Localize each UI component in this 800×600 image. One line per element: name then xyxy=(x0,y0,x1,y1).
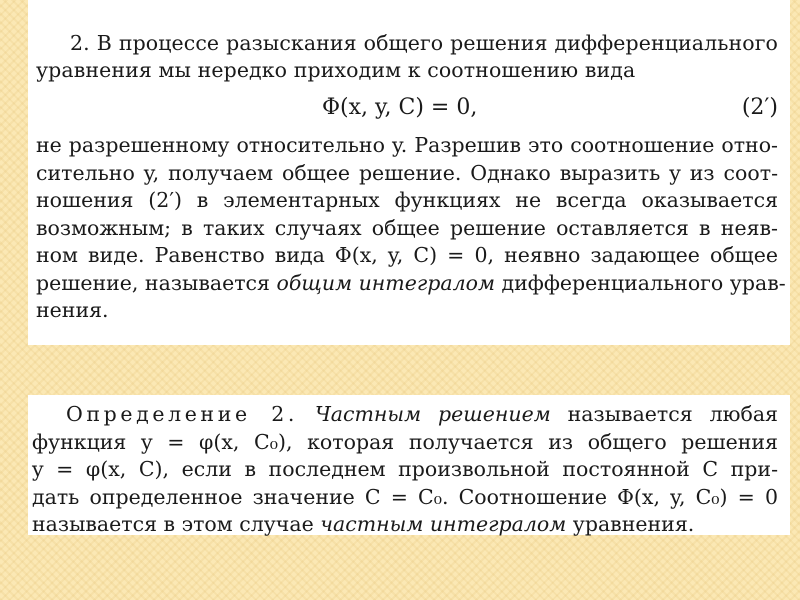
text-panel-general-integral xyxy=(28,0,790,345)
text-line: уравнения мы нередко приходим к соотношению вида xyxy=(36,58,636,82)
term-particular-integral: частным интегралом xyxy=(320,512,567,536)
term-general-integral: общим интегралом xyxy=(276,270,495,295)
text-line: функция y = φ(x, C₀), которая получается из общего решения xyxy=(32,429,778,454)
formula-number: (2′) xyxy=(741,95,778,120)
text-panel-definition-2 xyxy=(28,395,790,535)
paragraph-intro xyxy=(36,30,778,84)
text-line-with-term xyxy=(36,270,786,298)
definition-label: Определение 2. xyxy=(66,402,298,426)
text-line: y = φ(x, C), если в последнем произвольной постоянной C при- xyxy=(32,457,778,481)
formula-row xyxy=(36,84,778,132)
text-line: нения. xyxy=(36,298,109,322)
text-line: дать определенное значение C = C₀. Соотношение Φ(x, y, C₀) = 0 xyxy=(32,484,778,509)
text-line: сительно y, получаем общее решение. Однако выразить y из соот- xyxy=(36,160,778,185)
definition-first-line xyxy=(32,401,778,429)
formula-implicit-equation: Φ(x, y, C) = 0, xyxy=(322,95,478,120)
text-fragment: называется в этом случае xyxy=(32,512,314,536)
text-line: возможным; в таких случаях общее решение оставляется в неяв- xyxy=(36,215,778,240)
paragraph-explanation xyxy=(36,132,786,325)
text-fragment: уравнения. xyxy=(572,512,695,536)
text-line: ном виде. Равенство вида Φ(x, y, C) = 0, неявно задающее общее xyxy=(36,243,778,267)
term-particular-solution: Частным решением xyxy=(314,402,551,426)
text-fragment: называется любая xyxy=(567,402,778,426)
text-line-with-term xyxy=(32,511,778,539)
text-line: 2. В процессе разыскания общего решения дифференциального xyxy=(70,31,778,55)
text-line: не разрешенному относительно y. Разрешив это соотношение отно- xyxy=(36,133,778,157)
text-fragment: дифференциального урав- xyxy=(501,270,786,295)
text-fragment: решение, называется xyxy=(36,270,270,295)
text-line: ношения (2′) в элементарных функциях не всегда оказывается xyxy=(36,188,778,212)
